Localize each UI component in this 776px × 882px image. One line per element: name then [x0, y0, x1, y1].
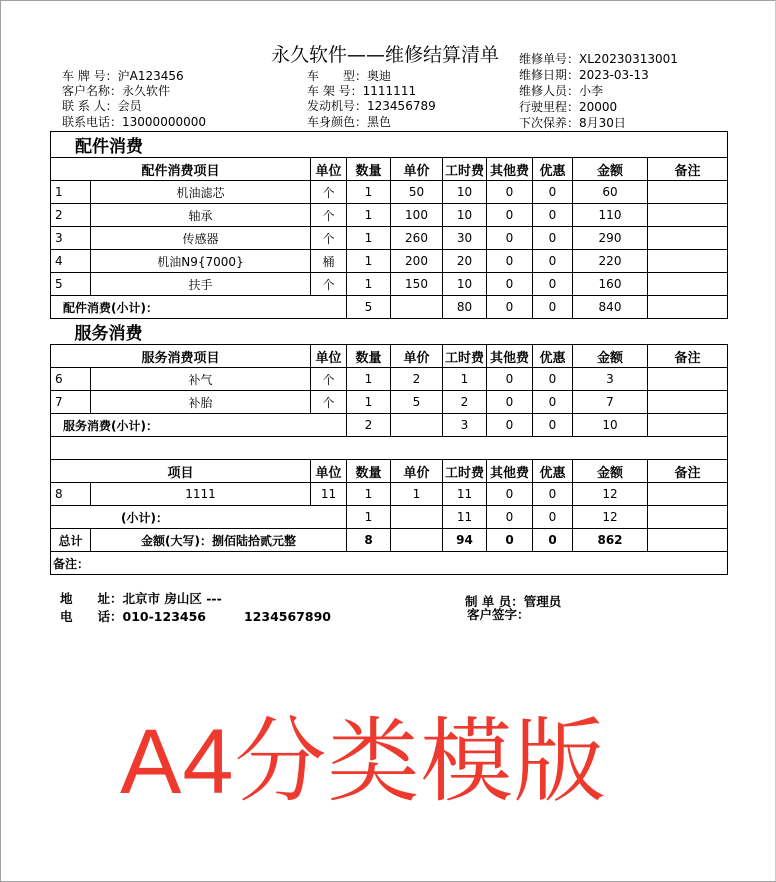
info-value: 奥迪 — [367, 69, 392, 83]
spacer-row — [51, 437, 728, 460]
col-other-header: 其他费 — [487, 460, 533, 483]
col-other-header: 其他费 — [487, 158, 533, 181]
parts-item-header: 配件消费项目 — [51, 158, 311, 181]
info-value: 20000 — [579, 100, 618, 114]
row-qty: 1 — [347, 204, 391, 227]
row-price: 1 — [391, 483, 443, 506]
subtotal-hours: 80 — [443, 296, 487, 319]
subtotal-qty: 1 — [347, 506, 391, 529]
info-worker — [519, 83, 603, 99]
row-remark — [648, 181, 728, 204]
col-remark-header: 备注 — [648, 158, 728, 181]
info-label: 客户名称： — [62, 84, 123, 98]
subtotal-discount: 0 — [533, 506, 573, 529]
signature-label: 客户签字： — [467, 607, 530, 622]
subtotal-remark — [648, 296, 728, 319]
row-no: 8 — [51, 483, 91, 506]
total-qty: 8 — [347, 529, 391, 552]
row-unit: 11 — [311, 483, 347, 506]
settlement-table — [50, 131, 728, 575]
row-other: 0 — [487, 368, 533, 391]
row-remark — [648, 273, 728, 296]
row-unit: 个 — [311, 391, 347, 414]
table-row — [51, 273, 728, 296]
col-remark-header: 备注 — [648, 460, 728, 483]
subtotal-price — [391, 296, 443, 319]
info-label: 车 牌 号： — [62, 69, 118, 83]
info-date — [519, 67, 649, 83]
info-order-no — [519, 51, 678, 67]
info-phone — [62, 114, 206, 130]
row-no: 7 — [51, 391, 91, 414]
phone-value-2: 1234567890 — [243, 609, 331, 624]
parts-section-title: 配件消费 — [51, 132, 728, 158]
subtotal-remark — [648, 506, 728, 529]
col-qty-header: 数量 — [347, 158, 391, 181]
row-hours: 1 — [443, 368, 487, 391]
col-price-header: 单价 — [391, 345, 443, 368]
row-hours: 10 — [443, 273, 487, 296]
row-hours: 10 — [443, 204, 487, 227]
row-discount: 0 — [533, 181, 573, 204]
row-unit: 个 — [311, 181, 347, 204]
footer-phone — [60, 607, 331, 625]
info-value: 2023-03-13 — [579, 68, 649, 82]
info-value: 13000000000 — [122, 115, 206, 129]
col-discount-header: 优惠 — [533, 345, 573, 368]
row-no: 4 — [51, 250, 91, 273]
row-remark — [648, 368, 728, 391]
table-row — [51, 181, 728, 204]
subtotal-other: 0 — [487, 414, 533, 437]
total-row — [51, 529, 728, 552]
row-price: 50 — [391, 181, 443, 204]
row-qty: 1 — [347, 181, 391, 204]
row-amount: 12 — [573, 483, 648, 506]
row-price: 150 — [391, 273, 443, 296]
subtotal-hours: 11 — [443, 506, 487, 529]
total-amount-words: 金额(大写)：捌佰陆拾贰元整 — [91, 529, 347, 552]
row-name: 补胎 — [91, 391, 311, 414]
col-remark-header: 备注 — [648, 345, 728, 368]
row-remark — [648, 204, 728, 227]
info-label: 发动机号： — [307, 99, 368, 113]
remark-row — [51, 552, 728, 575]
table-row — [51, 391, 728, 414]
info-value: 沪A123456 — [117, 69, 184, 83]
info-value: 123456789 — [367, 99, 436, 113]
info-label: 联系电话： — [62, 115, 123, 129]
address-label: 地 址： — [60, 591, 123, 606]
phone-value-1: 010-123456 — [122, 609, 206, 624]
info-engine — [307, 98, 436, 114]
service-section-row — [51, 319, 728, 345]
row-name: 补气 — [91, 368, 311, 391]
row-price: 100 — [391, 204, 443, 227]
row-other: 0 — [487, 204, 533, 227]
subtotal-discount: 0 — [533, 296, 573, 319]
subtotal-hours: 3 — [443, 414, 487, 437]
row-name: 机油滤芯 — [91, 181, 311, 204]
col-discount-header: 优惠 — [533, 460, 573, 483]
col-amount-header: 金额 — [573, 158, 648, 181]
row-hours: 2 — [443, 391, 487, 414]
col-amount-header: 金额 — [573, 345, 648, 368]
row-amount: 3 — [573, 368, 648, 391]
subtotal-qty: 5 — [347, 296, 391, 319]
subtotal-other: 0 — [487, 296, 533, 319]
row-remark — [648, 227, 728, 250]
row-remark — [648, 250, 728, 273]
subtotal-price — [391, 506, 443, 529]
row-qty: 1 — [347, 483, 391, 506]
col-hours-header: 工时费 — [443, 158, 487, 181]
row-qty: 1 — [347, 227, 391, 250]
info-value: 会员 — [117, 99, 142, 113]
document-title: 永久软件——维修结算清单 — [270, 44, 499, 66]
row-qty: 1 — [347, 391, 391, 414]
col-hours-header: 工时费 — [443, 460, 487, 483]
row-name: 机油N9{7000} — [91, 250, 311, 273]
other-item-header: 项目 — [51, 460, 311, 483]
info-label: 维修日期： — [519, 68, 580, 82]
footer-address — [60, 589, 222, 607]
row-hours: 11 — [443, 483, 487, 506]
col-unit-header: 单位 — [311, 345, 347, 368]
subtotal-remark — [648, 414, 728, 437]
row-other: 0 — [487, 250, 533, 273]
spacer-cell — [51, 437, 728, 460]
total-price — [391, 529, 443, 552]
row-unit: 个 — [311, 273, 347, 296]
table-row — [51, 368, 728, 391]
info-mileage — [519, 99, 617, 115]
row-remark — [648, 391, 728, 414]
table-row — [51, 227, 728, 250]
parts-section-row — [51, 132, 728, 158]
subtotal-qty: 2 — [347, 414, 391, 437]
info-value: 黑色 — [367, 115, 392, 129]
col-amount-header: 金额 — [573, 460, 648, 483]
info-value: 永久软件 — [122, 84, 171, 98]
info-label: 维修单号： — [519, 52, 580, 66]
row-other: 0 — [487, 181, 533, 204]
row-price: 5 — [391, 391, 443, 414]
row-price: 2 — [391, 368, 443, 391]
col-price-header: 单价 — [391, 158, 443, 181]
table-row — [51, 483, 728, 506]
col-discount-header: 优惠 — [533, 158, 573, 181]
row-other: 0 — [487, 391, 533, 414]
service-section-title: 服务消费 — [51, 319, 728, 345]
total-remark — [648, 529, 728, 552]
row-name: 1111 — [91, 483, 311, 506]
row-amount: 60 — [573, 181, 648, 204]
row-amount: 220 — [573, 250, 648, 273]
row-discount: 0 — [533, 391, 573, 414]
info-label: 车身颜色： — [307, 115, 368, 129]
row-unit: 个 — [311, 227, 347, 250]
info-color — [307, 114, 391, 130]
info-value: 1111111 — [362, 84, 417, 98]
info-frame — [307, 83, 416, 99]
row-no: 2 — [51, 204, 91, 227]
row-name: 轴承 — [91, 204, 311, 227]
row-name: 传感器 — [91, 227, 311, 250]
service-item-header: 服务消费项目 — [51, 345, 311, 368]
info-plate — [62, 68, 184, 84]
info-value: XL20230313001 — [579, 52, 678, 66]
subtotal-amount: 840 — [573, 296, 648, 319]
col-other-header: 其他费 — [487, 345, 533, 368]
info-next-service — [519, 115, 626, 131]
service-subtotal-row — [51, 414, 728, 437]
row-no: 6 — [51, 368, 91, 391]
maker-value: 管理员 — [523, 594, 562, 609]
row-qty: 1 — [347, 368, 391, 391]
remark-label: 备注： — [51, 552, 728, 575]
col-qty-header: 数量 — [347, 460, 391, 483]
row-discount: 0 — [533, 483, 573, 506]
row-unit: 个 — [311, 368, 347, 391]
service-header-row — [51, 345, 728, 368]
row-other: 0 — [487, 483, 533, 506]
row-no: 3 — [51, 227, 91, 250]
info-label: 维修人员： — [519, 84, 580, 98]
parts-header-row — [51, 158, 728, 181]
subtotal-discount: 0 — [533, 414, 573, 437]
table-row — [51, 250, 728, 273]
row-no: 1 — [51, 181, 91, 204]
row-other: 0 — [487, 227, 533, 250]
row-qty: 1 — [347, 250, 391, 273]
row-price: 260 — [391, 227, 443, 250]
row-amount: 7 — [573, 391, 648, 414]
info-model — [307, 68, 391, 84]
phone-label: 电 话： — [60, 609, 123, 624]
maker-label: 制 单 员： — [465, 594, 524, 609]
subtotal-amount: 12 — [573, 506, 648, 529]
col-hours-header: 工时费 — [443, 345, 487, 368]
row-amount: 160 — [573, 273, 648, 296]
row-qty: 1 — [347, 273, 391, 296]
subtotal-amount: 10 — [573, 414, 648, 437]
other-subtotal-row — [51, 506, 728, 529]
parts-subtotal-row — [51, 296, 728, 319]
col-price-header: 单价 — [391, 460, 443, 483]
info-label: 车 架 号： — [307, 84, 363, 98]
other-header-row — [51, 460, 728, 483]
total-amount: 862 — [573, 529, 648, 552]
col-unit-header: 单位 — [311, 460, 347, 483]
row-discount: 0 — [533, 227, 573, 250]
info-label: 下次保养： — [519, 116, 580, 130]
row-discount: 0 — [533, 204, 573, 227]
total-label: 总计 — [51, 529, 91, 552]
row-hours: 30 — [443, 227, 487, 250]
total-hours: 94 — [443, 529, 487, 552]
parts-subtotal-label: 配件消费(小计)： — [51, 296, 347, 319]
other-subtotal-label: (小计)： — [51, 506, 347, 529]
address-value: 北京市 房山区 --- — [122, 591, 222, 606]
row-amount: 290 — [573, 227, 648, 250]
info-value: 8月30日 — [579, 116, 626, 130]
info-value: 小李 — [579, 84, 604, 98]
total-discount: 0 — [533, 529, 573, 552]
col-qty-header: 数量 — [347, 345, 391, 368]
info-label: 行驶里程： — [519, 100, 580, 114]
footer-signature — [467, 605, 530, 623]
row-hours: 20 — [443, 250, 487, 273]
info-label: 联 系 人： — [62, 99, 118, 113]
subtotal-other: 0 — [487, 506, 533, 529]
info-contact — [62, 98, 142, 114]
col-unit-header: 单位 — [311, 158, 347, 181]
table-row — [51, 204, 728, 227]
total-other: 0 — [487, 529, 533, 552]
row-unit: 桶 — [311, 250, 347, 273]
row-discount: 0 — [533, 273, 573, 296]
row-remark — [648, 483, 728, 506]
row-unit: 个 — [311, 204, 347, 227]
info-label: 车 型： — [307, 69, 368, 83]
row-no: 5 — [51, 273, 91, 296]
row-discount: 0 — [533, 250, 573, 273]
row-hours: 10 — [443, 181, 487, 204]
row-discount: 0 — [533, 368, 573, 391]
info-customer — [62, 83, 170, 99]
template-watermark: A4分类模版 — [120, 711, 607, 813]
service-subtotal-label: 服务消费(小计)： — [51, 414, 347, 437]
row-name: 扶手 — [91, 273, 311, 296]
row-other: 0 — [487, 273, 533, 296]
row-price: 200 — [391, 250, 443, 273]
row-amount: 110 — [573, 204, 648, 227]
subtotal-price — [391, 414, 443, 437]
